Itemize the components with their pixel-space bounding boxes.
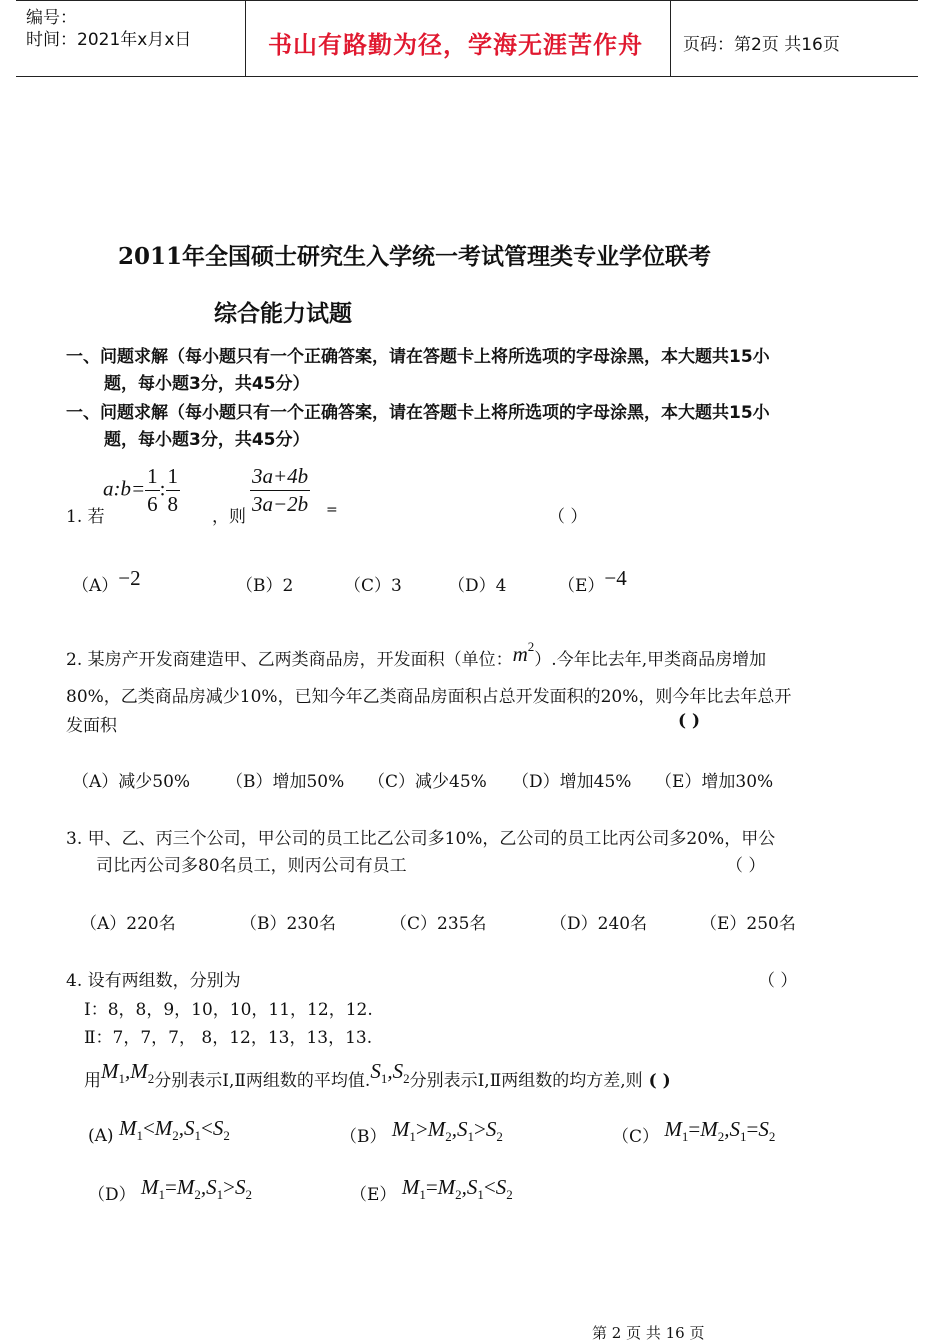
header-divider-right — [670, 0, 671, 77]
q1-option-c: （C）3 — [344, 576, 402, 596]
q3-answer-bracket: （ ） — [726, 856, 766, 876]
header-top-rule — [16, 0, 918, 1]
header-page-label: 页码：第2页 共16页 — [683, 35, 840, 55]
q2-answer-bracket: ( ) — [678, 711, 701, 731]
q4-line1: 4. 设有两组数，分别为 — [66, 971, 241, 991]
q3-option-c: （C）235名 — [390, 914, 487, 934]
q4-set-2: Ⅱ：7，7，7， 8，12，13，13，13. — [84, 1028, 373, 1048]
q2-option-d: （D）增加45% — [512, 772, 632, 792]
q1-ratio-lhs: a:b= — [103, 476, 146, 501]
q3-option-b: （B）230名 — [240, 914, 336, 934]
q3-line1: 3. 甲、乙、丙三个公司，甲公司的员工比乙公司多10%，乙公司的员工比丙公司多20%，甲公 — [66, 829, 776, 849]
q2-unit-m2: $m^2$ — [512, 639, 535, 666]
q3-option-d: （D）240名 — [550, 914, 648, 934]
q2-option-c: （C）减少45% — [368, 772, 487, 792]
q1-ratio-formula: a:b= $\frac{1}{6}$ : $\frac{1}{8}$ — [103, 464, 179, 516]
q4-option-b: （B） $M_1>M_2,S_1>S_2$ — [340, 1117, 503, 1147]
exam-title-line2: 综合能力试题 — [214, 300, 352, 327]
q1-prefix: 1. 若 — [66, 507, 105, 527]
q1-equals: = — [326, 502, 338, 518]
q4-deviation-symbols: $S_1,S_2$ — [370, 1059, 410, 1086]
q4-option-d: （D） $M_1=M_2,S_1>S_2$ — [88, 1175, 252, 1205]
q1-comma-then: ，则 — [212, 507, 246, 527]
footer-page-number: 第 2 页 共 16 页 — [592, 1324, 705, 1342]
header-motto: 书山有路勤为径，学海无涯苦作舟 — [268, 31, 643, 59]
q1-option-a: （A）−2 — [72, 566, 141, 596]
q4-set-1: Ⅰ：8，8，9，10，10，11，12，12. — [84, 1000, 373, 1020]
q4-line4: 用$M_1,M_2$分别表示Ⅰ,Ⅱ两组数的平均值$.S_1,S_2$分别表示Ⅰ,Ⅱ两组数的均方差,则 ( ) — [84, 1059, 671, 1091]
header-divider-left — [245, 0, 246, 77]
q1-fraction-1-8: $\frac{1}{8}$ — [167, 464, 179, 516]
q4-answer-bracket: （ ） — [758, 971, 798, 991]
q1-fraction-1-6: $\frac{1}{6}$ — [147, 464, 158, 516]
q1-option-d: （D）4 — [448, 576, 507, 596]
q2-option-a: （A）减少50% — [72, 772, 191, 792]
q4-option-e: （E） $M_1=M_2,S_1<S_2$ — [350, 1175, 513, 1205]
q1-expression-fraction: $\frac{3a+4b}{3a-2b}$ — [252, 464, 309, 516]
q2-line1: 2. 某房产开发商建造甲、乙两类商品房，开发面积（单位：$m^2$）.今年比去年,甲类商品房增加 — [66, 639, 767, 670]
exam-title-line1: 2011年全国硕士研究生入学统一考试管理类专业学位联考 — [118, 243, 712, 270]
q2-option-b: （B）增加50% — [226, 772, 345, 792]
section-heading-repeat-line2: 题，每小题3分，共45分） — [104, 430, 310, 450]
q1-expression — [250, 464, 310, 517]
section-heading-repeat-line1: 一、问题求解（每小题只有一个正确答案，请在答题卡上将所选项的字母涂黑，本大题共15小 — [66, 403, 770, 423]
q1-answer-bracket: （ ） — [548, 507, 588, 527]
q4-option-a: (A) $M_1<M_2,S_1<S_2$ — [88, 1116, 230, 1146]
q1-option-b: （B）2 — [236, 576, 294, 596]
header-time-label: 时间：2021年x月x日 — [26, 30, 192, 50]
q2-line2: 80%，乙类商品房减少10%，已知今年乙类商品房面积占总开发面积的20%，则今年比去年总开 — [66, 687, 792, 707]
header-bottom-rule — [16, 76, 918, 77]
q4-option-c: （C） $M_1=M_2,S_1=S_2$ — [612, 1117, 776, 1147]
q2-line3: 发面积 — [66, 716, 117, 736]
q2-option-e: （E）增加30% — [655, 772, 774, 792]
section-heading-line1: 一、问题求解（每小题只有一个正确答案，请在答题卡上将所选项的字母涂黑，本大题共15小 — [66, 347, 770, 367]
q3-option-e: （E）250名 — [700, 914, 796, 934]
section-heading-line2: 题，每小题3分，共45分） — [104, 374, 310, 394]
q4-means-symbols: $M_1,M_2$ — [101, 1059, 155, 1086]
header-number-label: 编号： — [26, 8, 77, 28]
q1-option-e: （E）−4 — [558, 566, 627, 596]
q3-option-a: （A）220名 — [80, 914, 176, 934]
q3-line2: 司比丙公司多80名员工，则丙公司有员工 — [96, 856, 407, 876]
